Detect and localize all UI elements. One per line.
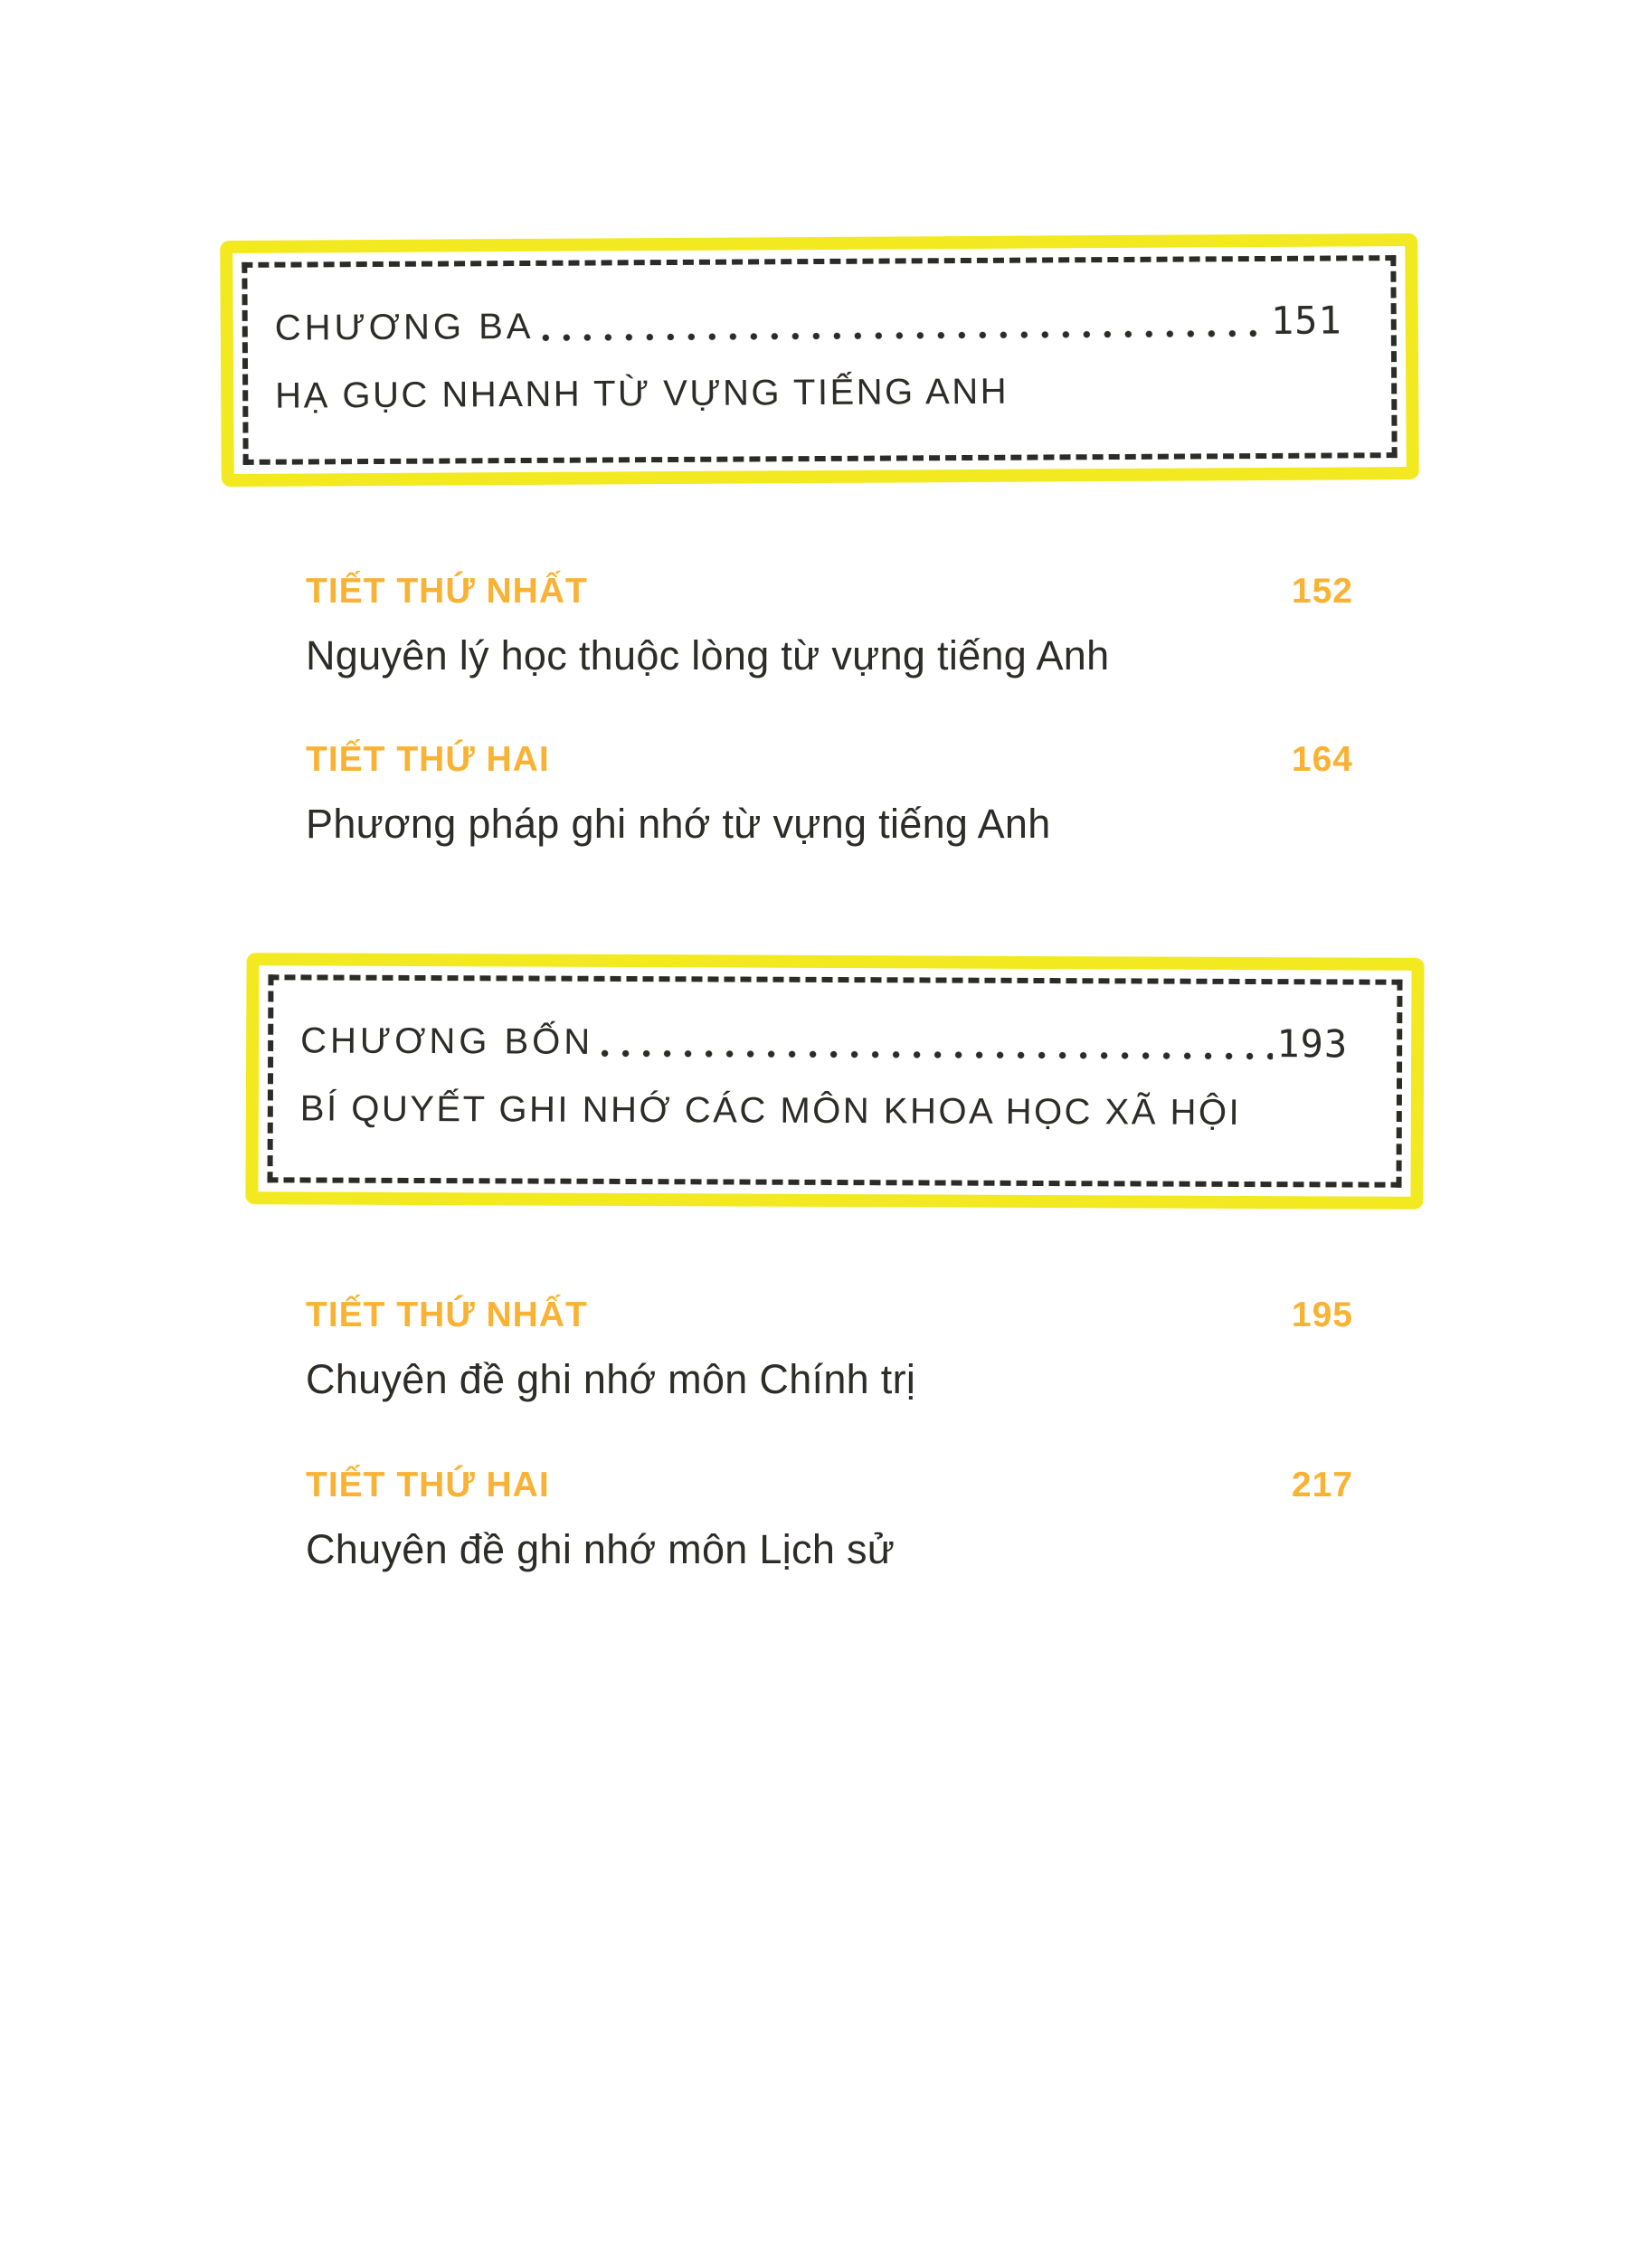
section-page-number: 152	[1291, 572, 1353, 611]
dot-leader	[601, 1049, 1273, 1060]
section-title: Chuyên đề ghi nhớ môn Lịch sử	[306, 1526, 896, 1572]
toc-entry	[306, 1466, 1353, 1574]
chapter-3-page-number: 151	[1270, 298, 1342, 343]
toc-entry	[306, 572, 1353, 680]
chapter-3-box	[220, 233, 1419, 487]
toc-entry-heading	[306, 740, 1353, 780]
section-label: TIẾT THỨ NHẤT	[306, 1295, 588, 1334]
chapter-4-title: CHƯƠNG BỐN	[300, 1020, 594, 1062]
chapter-3-subtitle: HẠ GỤC NHANH TỪ VỰNG TIẾNG ANH	[275, 371, 1009, 416]
chapter-3-dashed-frame	[242, 255, 1397, 465]
section-label: TIẾT THỨ HAI	[306, 740, 550, 779]
section-page-number: 217	[1291, 1466, 1353, 1504]
chapter-4-title-row	[300, 1018, 1348, 1067]
section-title: Nguyên lý học thuộc lòng từ vựng tiếng Anh	[306, 632, 1110, 679]
toc-entry-heading	[306, 1295, 1353, 1335]
dot-leader	[542, 329, 1267, 342]
toc-entry	[306, 740, 1353, 849]
section-title: Phương pháp ghi nhớ từ vựng tiếng Anh	[306, 801, 1051, 847]
chapter-4-dashed-frame	[268, 974, 1403, 1187]
chapter-4-box	[245, 953, 1424, 1210]
chapter-4-subtitle: BÍ QUYẾT GHI NHỚ CÁC MÔN KHOA HỌC XÃ HỘI	[299, 1088, 1242, 1133]
toc-entry-heading	[306, 1466, 1353, 1505]
section-page-number: 164	[1291, 740, 1353, 779]
chapter-3-title: CHƯƠNG BA	[274, 306, 535, 348]
chapter-3-title-row	[275, 299, 1342, 349]
section-label: TIẾT THỨ HAI	[306, 1466, 550, 1504]
section-page-number: 195	[1291, 1295, 1353, 1334]
chapter-4-page-number: 193	[1276, 1021, 1349, 1067]
section-label: TIẾT THỨ NHẤT	[306, 572, 588, 611]
section-title: Chuyên đề ghi nhớ môn Chính trị	[306, 1356, 916, 1402]
toc-entry-heading	[306, 572, 1353, 612]
toc-entry	[306, 1295, 1353, 1404]
